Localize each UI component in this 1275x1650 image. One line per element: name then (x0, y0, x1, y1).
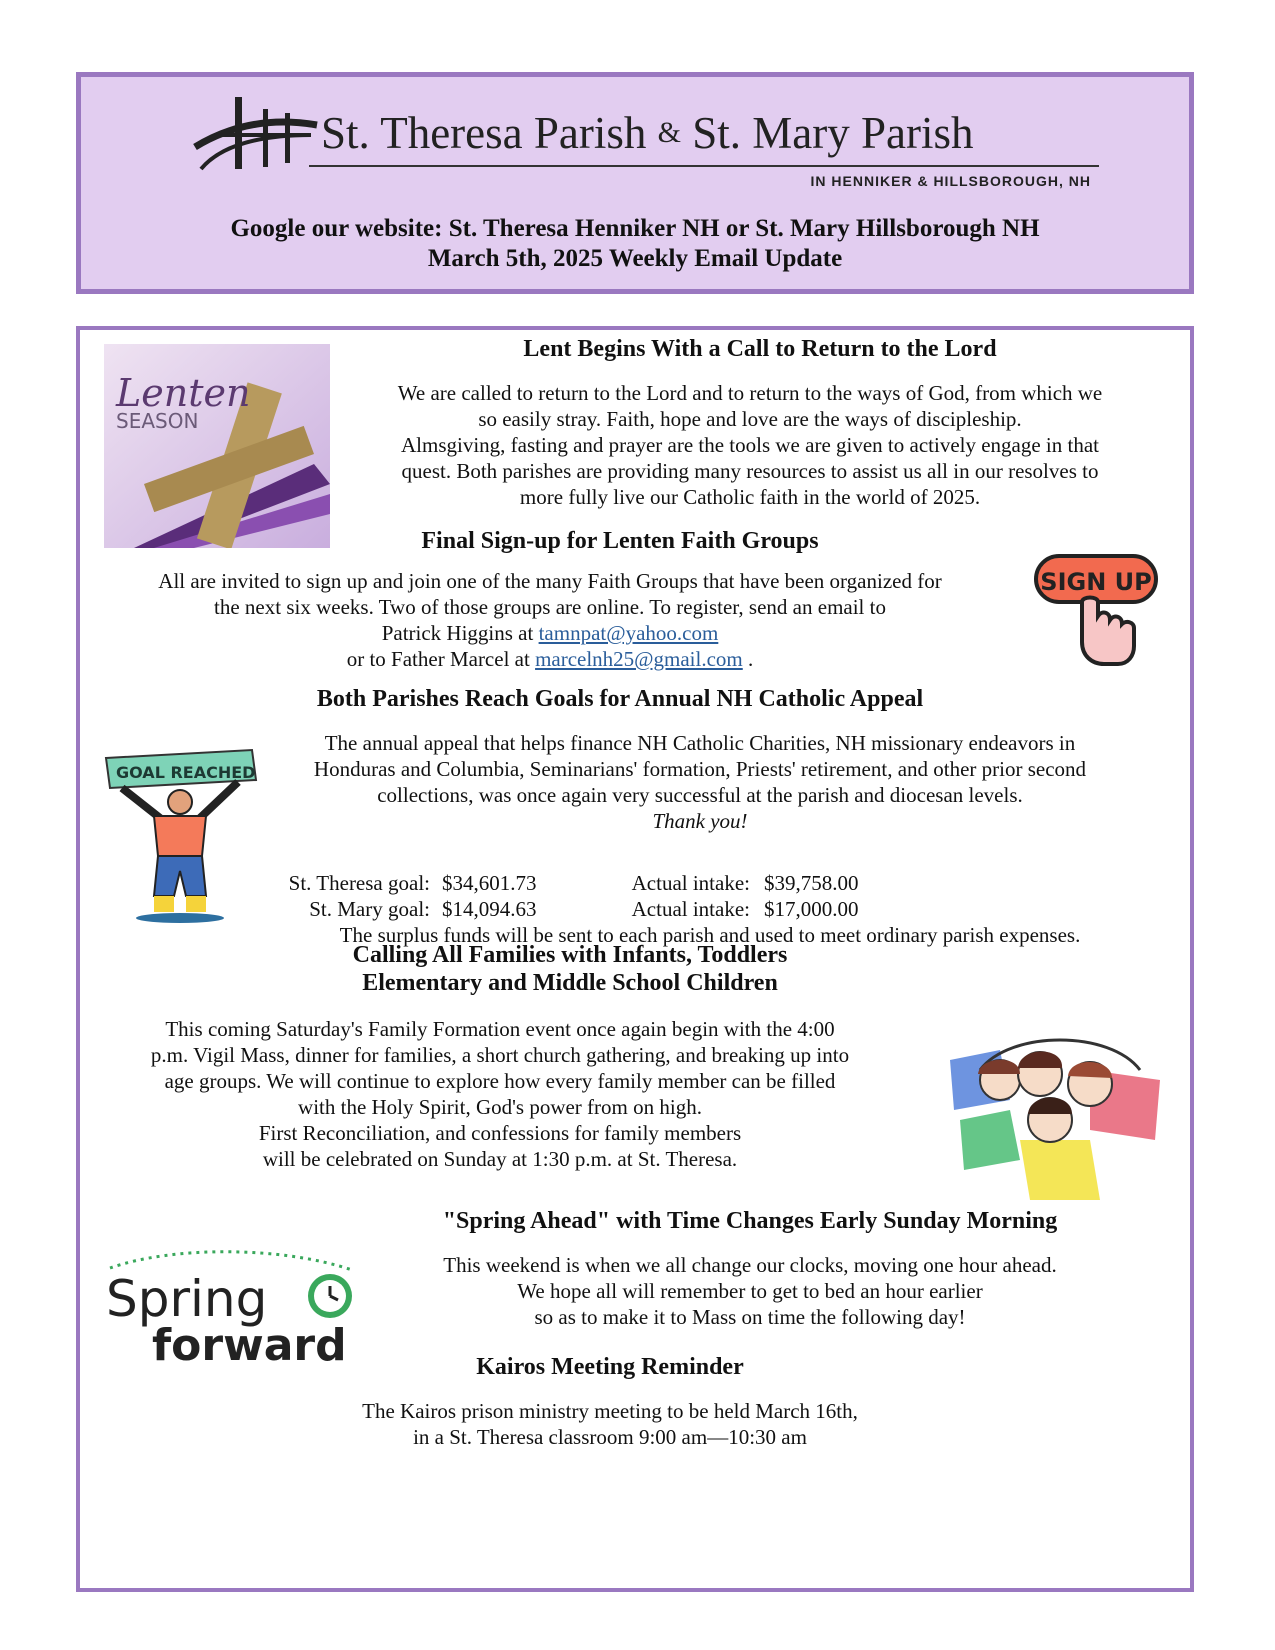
logo-title-right: St. Mary Parish (692, 108, 974, 158)
families-line: First Reconciliation, and confessions for family members (258, 1121, 742, 1145)
lent-line: so easily stray. Faith, hope and love are the ways of discipleship. (478, 407, 1022, 431)
families-title-line2: Elementary and Middle School Children (362, 970, 778, 996)
signup-line-prefix: or to Father Marcel at (346, 647, 536, 671)
goal-amount: $34,601.73 (442, 871, 537, 895)
families-line: with the Holy Spirit, God's power from on high. (298, 1095, 702, 1119)
families-line: will be celebrated on Sunday at 1:30 p.m. at St. Theresa. (262, 1147, 738, 1171)
kairos-paragraph (310, 1398, 910, 1450)
logo-title-left: St. Theresa Parish (321, 108, 647, 158)
goal-row-st-theresa (270, 870, 890, 896)
goal-amount: $14,094.63 (442, 897, 537, 921)
spring-image-text: Spring (106, 1270, 268, 1328)
families-title-line1: Calling All Families with Infants, Toddlers (352, 942, 788, 968)
lent-line: We are called to return to the Lord and to return to the ways of God, from which we (397, 381, 1103, 405)
parish-logo (191, 95, 1091, 195)
goal-reached-image-text: GOAL REACHED (116, 763, 256, 782)
lent-line: Almsgiving, fasting and prayer are the tools we are given to actively engage in that (400, 433, 1100, 457)
goal-row-st-mary (270, 896, 890, 922)
goal-label: St. Mary goal: (309, 897, 430, 921)
kairos-line: in a St. Theresa classroom 9:00 am—10:30 am (413, 1425, 807, 1449)
season-image-text: SEASON (116, 409, 199, 433)
spring-line: This weekend is when we all change our clocks, moving one hour ahead. (443, 1253, 1057, 1277)
families-paragraph (80, 1016, 920, 1172)
kairos-title: Kairos Meeting Reminder (476, 1354, 744, 1380)
appeal-line: Honduras and Columbia, Seminarians' formation, Priests' retirement, and other prior second (313, 757, 1087, 781)
lenten-season-image (104, 344, 330, 548)
intake-label: Actual intake: (631, 897, 750, 921)
lent-title: Lent Begins With a Call to Return to the Lord (523, 336, 997, 362)
signup-line-email1 (80, 620, 1020, 646)
spring-line: We hope all will remember to get to bed an hour earlier (517, 1279, 983, 1303)
spring-line: so as to make it to Mass on time the following day! (534, 1305, 966, 1329)
goal-label: St. Theresa goal: (288, 871, 430, 895)
intake-label: Actual intake: (631, 871, 750, 895)
families-line: This coming Saturday's Family Formation event once again begin with the 4:00 (165, 1017, 835, 1041)
appeal-thanks: Thank you! (652, 809, 748, 833)
spring-title: "Spring Ahead" with Time Changes Early Sunday Morning (442, 1208, 1058, 1234)
signup-title: Final Sign-up for Lenten Faith Groups (421, 528, 819, 554)
lent-paragraph (320, 380, 1180, 510)
appeal-line: The annual appeal that helps finance NH Catholic Charities, NH missionary endeavors in (324, 731, 1076, 755)
signup-line-prefix: Patrick Higgins at (381, 621, 539, 645)
logo-title (321, 107, 973, 159)
signup-line: the next six weeks. Two of those groups are online. To register, send an email to (214, 595, 886, 619)
lenten-image-text: Lenten (116, 371, 251, 415)
signup-paragraph (80, 568, 1020, 672)
intake-amount: $39,758.00 (764, 871, 859, 895)
spring-forward-image (102, 1250, 362, 1370)
signup-line: All are invited to sign up and join one of the many Faith Groups that have been organized for (158, 569, 942, 593)
email-link-marcel[interactable]: marcelnh25@gmail.com (535, 647, 743, 671)
logo-subtitle: IN HENNIKER & HILLSBOROUGH, NH (810, 173, 1091, 189)
header-banner (76, 72, 1194, 294)
email-link-higgins[interactable]: tamnpat@yahoo.com (538, 621, 719, 645)
signup-line-email2 (80, 646, 1020, 672)
logo-ampersand: & (657, 116, 681, 149)
appeal-paragraph (260, 730, 1140, 834)
family-illustration (940, 1030, 1180, 1210)
logo-rule (309, 165, 1099, 167)
update-date-line: March 5th, 2025 Weekly Email Update (427, 245, 843, 272)
appeal-title: Both Parishes Reach Goals for Annual NH Catholic Appeal (316, 686, 924, 712)
website-line: Google our website: St. Theresa Henniker NH or St. Mary Hillsborough NH (230, 215, 1040, 242)
appeal-line: collections, was once again very successful at the parish and diocesan levels. (377, 783, 1023, 807)
cross-logo-icon (191, 95, 321, 195)
sign-up-image-text: SIGN UP (1040, 568, 1152, 596)
newsletter-body (76, 326, 1194, 1592)
lent-line: quest. Both parishes are providing many resources to assist us all in our resolves to (401, 459, 1099, 483)
families-line: age groups. We will continue to explore how every family member can be filled (164, 1069, 836, 1093)
intake-amount: $17,000.00 (764, 897, 859, 921)
forward-image-text: forward (152, 1320, 347, 1370)
lent-line: more fully live our Catholic faith in the world of 2025. (519, 485, 981, 509)
families-line: p.m. Vigil Mass, dinner for families, a short church gathering, and breaking up into (150, 1043, 850, 1067)
appeal-closing-line: The surplus funds will be sent to each parish and used to meet ordinary parish expenses. (339, 923, 1081, 947)
signup-line-suffix: . (742, 647, 754, 671)
sign-up-image (1032, 552, 1162, 668)
appeal-goals-table (270, 870, 890, 922)
spring-paragraph (380, 1252, 1120, 1330)
kairos-line: The Kairos prison ministry meeting to be held March 16th, (362, 1399, 858, 1423)
goal-reached-image (102, 746, 262, 926)
